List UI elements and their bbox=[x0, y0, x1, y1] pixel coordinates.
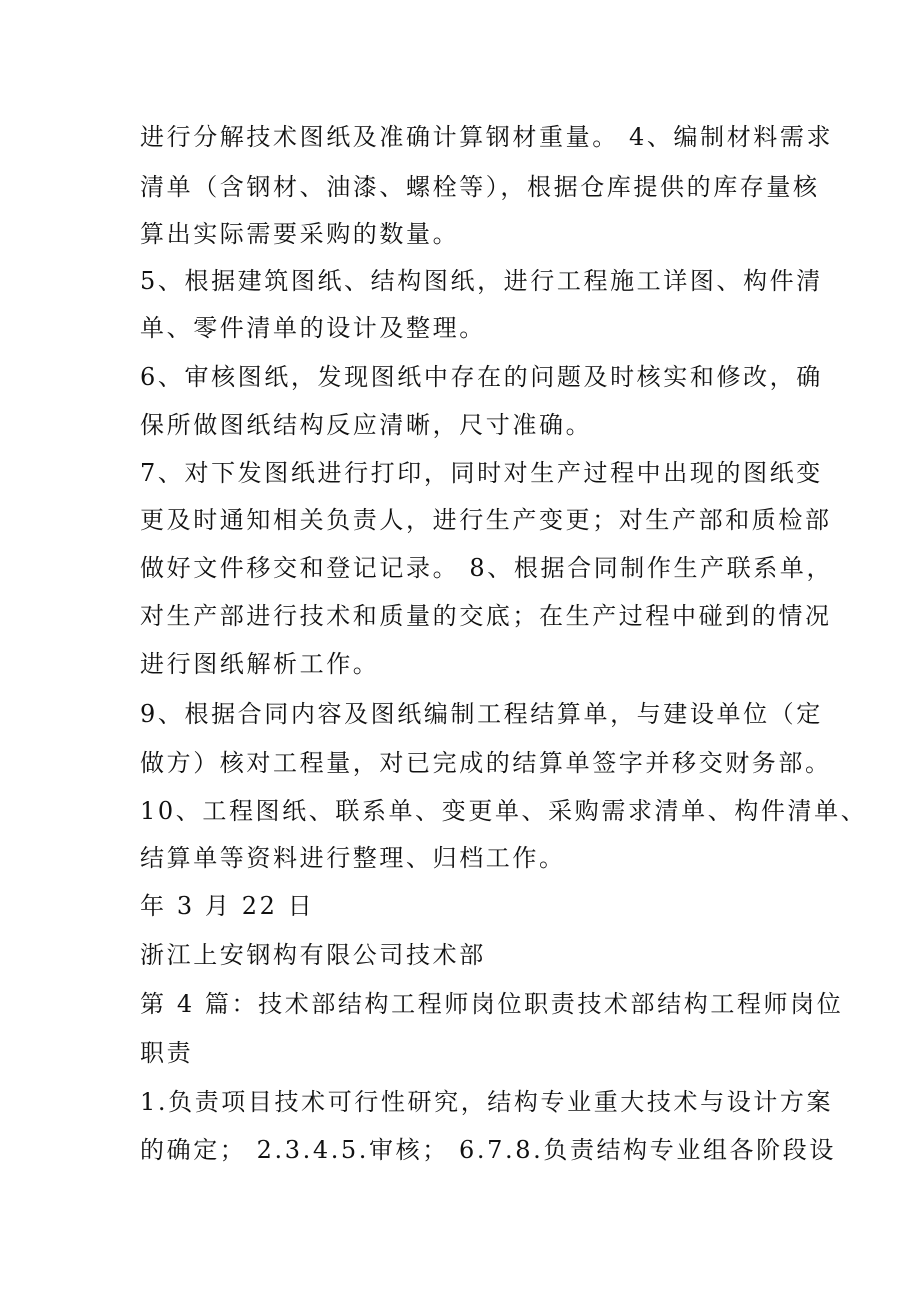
text-line: 更及时通知相关负责人，进行生产变更；对生产部和质检部 bbox=[140, 506, 832, 534]
text-line: 清单（含钢材、油漆、螺栓等），根据仓库提供的库存量核 bbox=[140, 173, 820, 201]
date-line: 年 3 月 22 日 bbox=[140, 892, 315, 920]
text-line: 进行分解技术图纸及准确计算钢材重量。 4、编制材料需求 bbox=[140, 123, 834, 151]
text-line: 10、工程图纸、联系单、变更单、采购需求清单、构件清单、 bbox=[140, 797, 868, 825]
text-line: 7、对下发图纸进行打印，同时对生产过程中出现的图纸变 bbox=[140, 459, 823, 487]
text-line: 9、根据合同内容及图纸编制工程结算单，与建设单位（定 bbox=[140, 700, 823, 728]
text-line: 6、审核图纸，发现图纸中存在的问题及时核实和修改，确 bbox=[140, 363, 823, 391]
text-line: 1.负责项目技术可行性研究，结构专业重大技术与设计方案 bbox=[140, 1088, 834, 1116]
section-heading: 第 4 篇：技术部结构工程师岗位职责技术部结构工程师岗位 bbox=[140, 990, 844, 1018]
organization-line: 浙江上安钢构有限公司技术部 bbox=[140, 941, 486, 969]
text-line: 单、零件清单的设计及整理。 bbox=[140, 314, 486, 342]
text-line: 对生产部进行技术和质量的交底；在生产过程中碰到的情况 bbox=[140, 602, 832, 630]
text-line: 做方）核对工程量，对已完成的结算单签字并移交财务部。 bbox=[140, 749, 832, 777]
section-heading-continued: 职责 bbox=[140, 1039, 194, 1067]
text-line: 做好文件移交和登记记录。 8、根据合同制作生产联系单， bbox=[140, 554, 834, 582]
text-line: 的确定； 2.3.4.5.审核； 6.7.8.负责结构专业组各阶段设 bbox=[140, 1136, 836, 1164]
text-line: 保所做图纸结构反应清晰，尺寸准确。 bbox=[140, 411, 593, 439]
text-line: 进行图纸解析工作。 bbox=[140, 650, 380, 678]
text-line: 算出实际需要采购的数量。 bbox=[140, 220, 460, 248]
text-line: 结算单等资料进行整理、归档工作。 bbox=[140, 844, 566, 872]
text-line: 5、根据建筑图纸、结构图纸，进行工程施工详图、构件清 bbox=[140, 267, 823, 295]
